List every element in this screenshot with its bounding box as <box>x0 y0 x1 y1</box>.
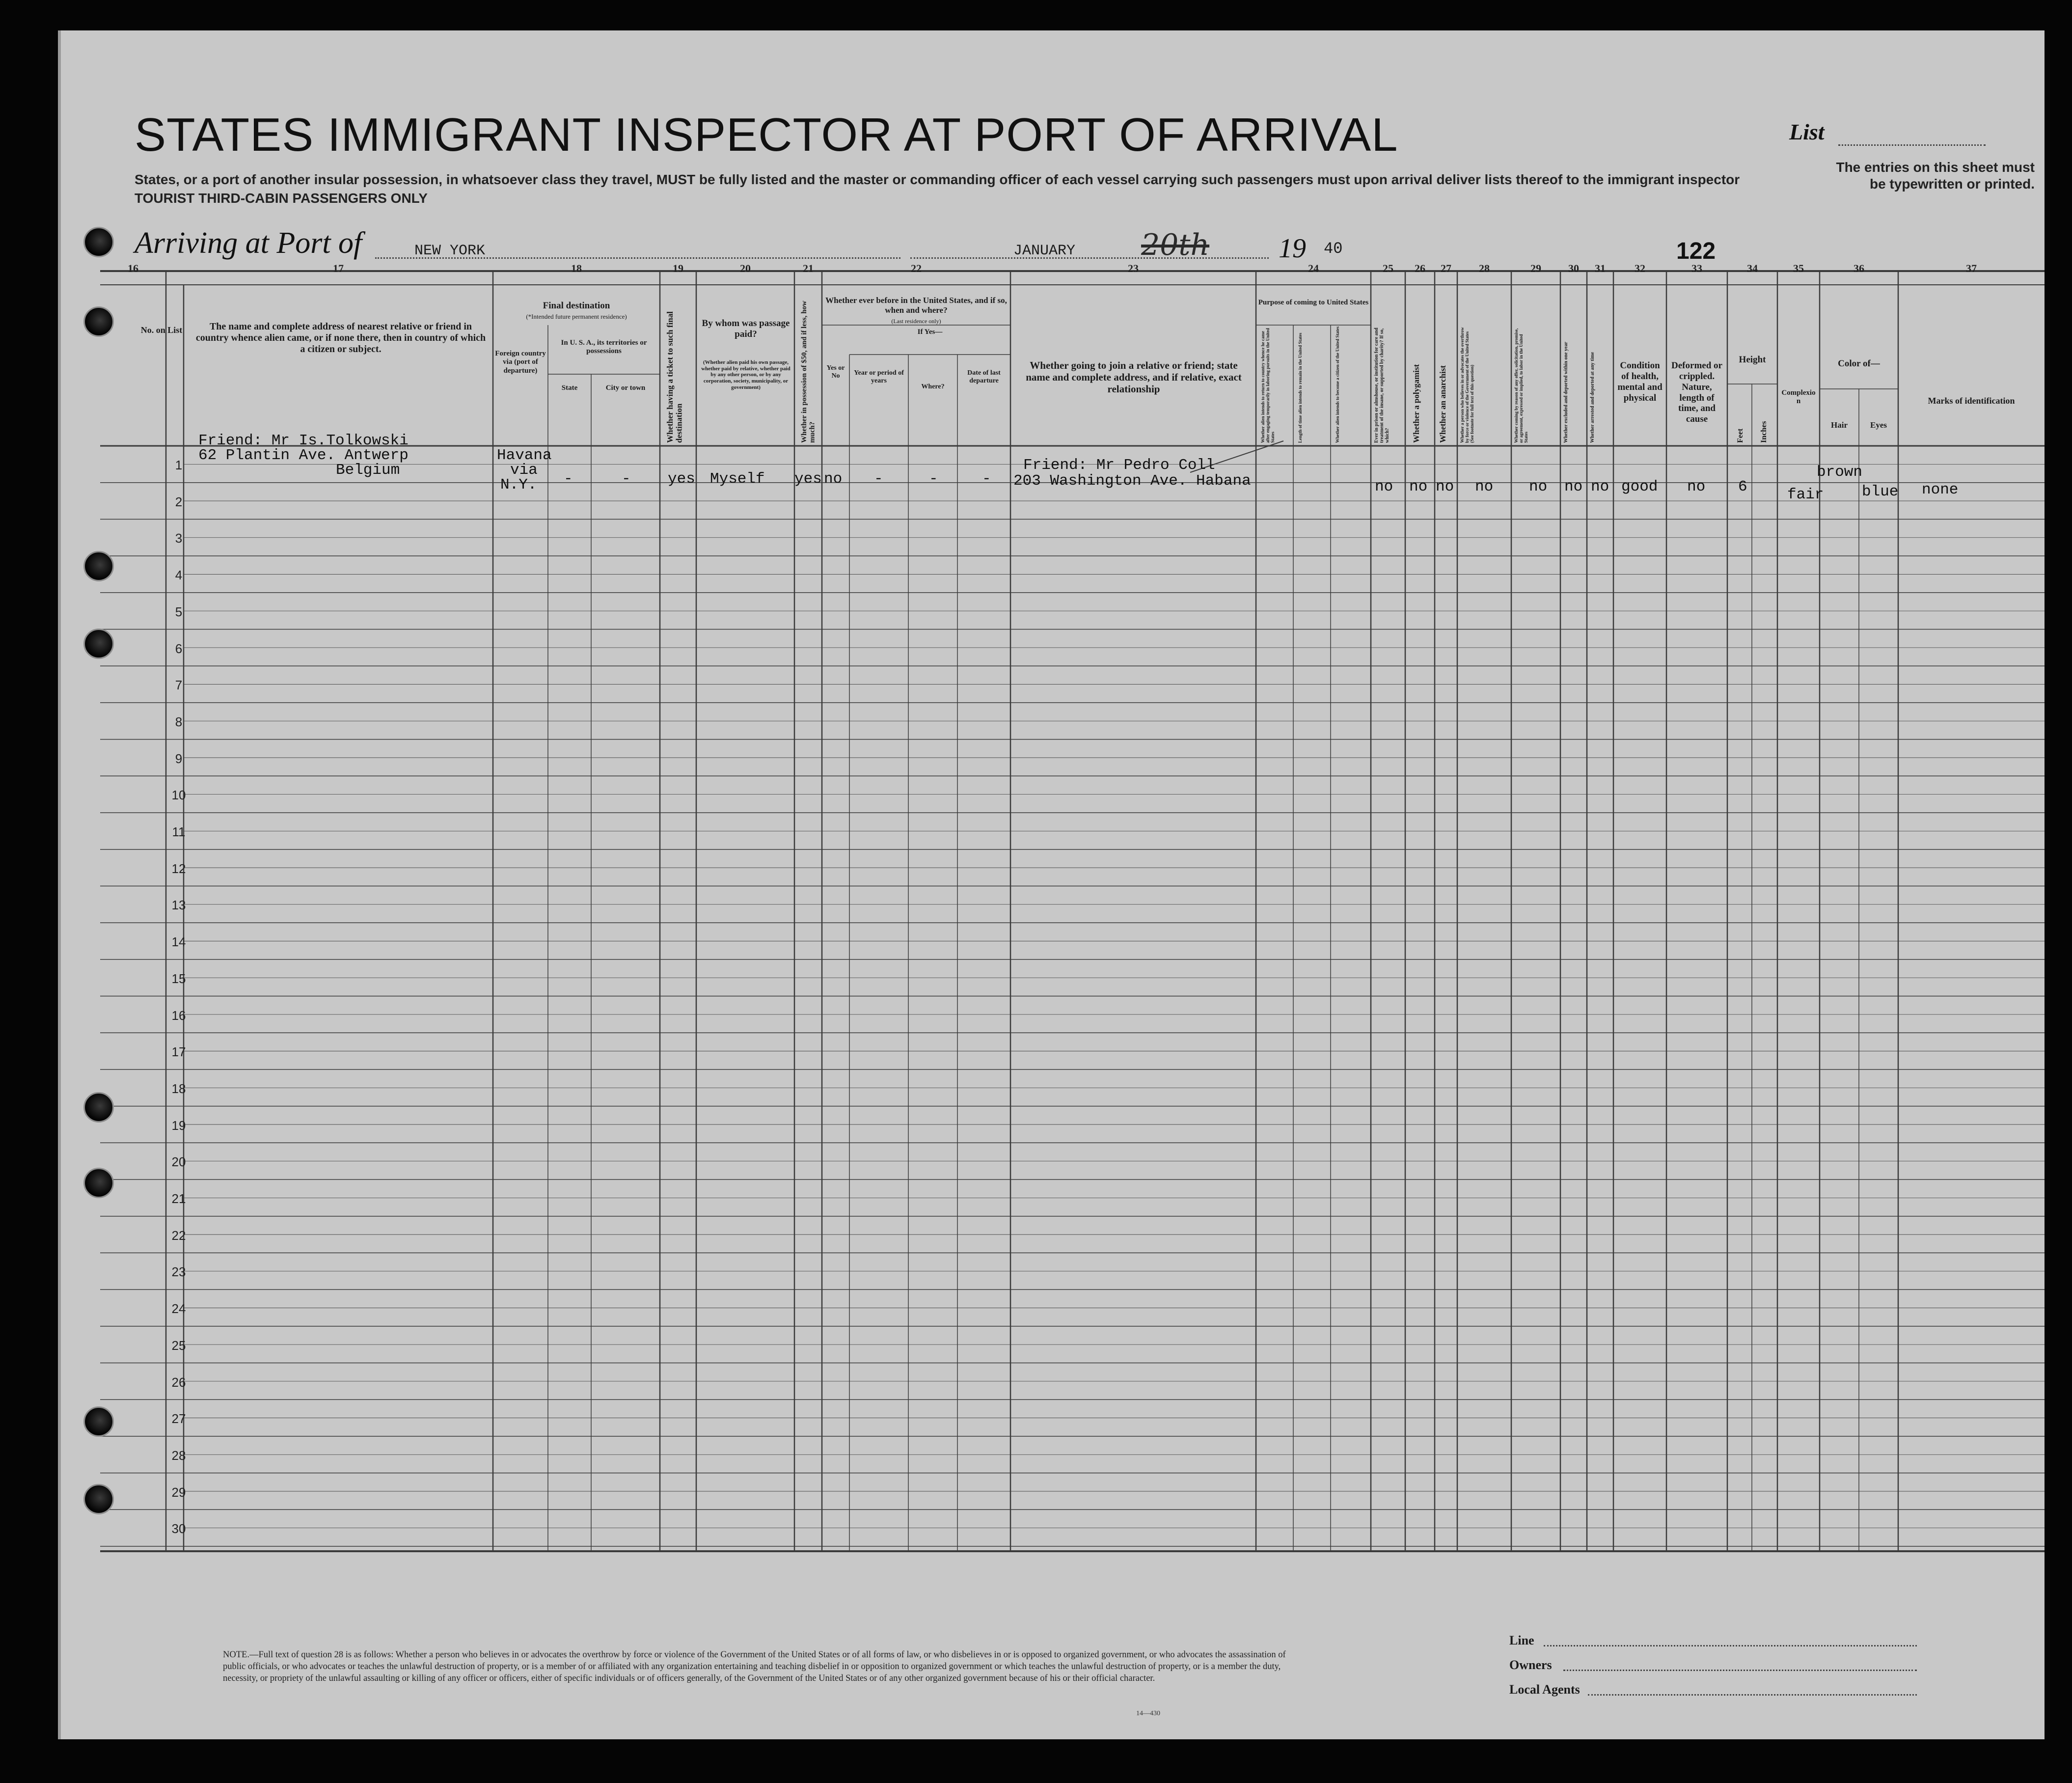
city-value: - <box>622 470 631 488</box>
owners-label: Owners <box>1509 1658 1552 1672</box>
col-16-number: 16 <box>128 262 138 274</box>
col-32-number: 32 <box>1635 262 1645 274</box>
years-value: - <box>874 470 883 488</box>
binder-hole <box>83 1484 114 1514</box>
row-number: 11 <box>172 824 186 839</box>
row-number: 3 <box>175 531 183 546</box>
eyes-value: blue <box>1862 483 1899 500</box>
col-34-inches-header: Inches <box>1760 421 1768 443</box>
day-value: 20th <box>1141 228 1210 262</box>
col-28-header: Whether a person who believes in or advocates the overthrow by force or violence of the Government of the United States (See footnote for full text of this question) <box>1460 327 1474 443</box>
col-22-date-header: Date of last departure <box>967 369 1001 385</box>
col-23-number: 23 <box>1128 262 1139 274</box>
col-21-number: 21 <box>803 262 814 274</box>
passenger-class-label: TOURIST THIRD-CABIN PASSENGERS ONLY <box>135 191 428 206</box>
complexion-value: fair <box>1787 486 1824 503</box>
col-31-header: Whether arrested and deported at any time <box>1590 352 1595 443</box>
before-us-value: no <box>824 470 843 488</box>
year-suffix: 40 <box>1324 240 1343 258</box>
excluded-value: no <box>1564 478 1583 495</box>
col-18-usa-header: In U. S. A., its territories or possessions <box>561 339 647 356</box>
col-28-number: 28 <box>1479 262 1490 274</box>
where-value: - <box>929 470 938 488</box>
foreign-line-1: Havana <box>497 447 552 464</box>
row-number: 14 <box>171 934 186 950</box>
col-27-number: 27 <box>1441 262 1451 274</box>
col-21-header: Whether in possession of $50, and if less, how much? <box>800 301 817 443</box>
col-18-foreign-header: Foreign country via (port of departure) <box>495 350 546 375</box>
row-number: 29 <box>171 1484 186 1500</box>
polygamist-value: no <box>1409 478 1428 495</box>
col-34-feet-header: Feet <box>1736 428 1745 443</box>
anarchist-value: no <box>1436 478 1454 495</box>
row-number: 16 <box>171 1008 186 1023</box>
col-22-where-header: Where? <box>921 383 945 390</box>
col-24-header: Purpose of coming to United States <box>1258 299 1369 306</box>
col-36-hair-header: Hair <box>1831 420 1848 430</box>
manifest-sheet <box>58 30 2045 1739</box>
binder-hole <box>83 1406 114 1437</box>
col-24c-header: Whether alien intends to become a citizen of the United States <box>1335 326 1340 443</box>
sheet-number: 122 <box>1676 238 1716 264</box>
row-number: 9 <box>175 751 183 766</box>
money-value: yes <box>794 470 822 488</box>
row-number: 19 <box>171 1118 186 1133</box>
col-20-number: 20 <box>740 262 751 274</box>
row-number: 8 <box>175 714 183 729</box>
col-24b-header: Length of time alien intends to remain in the United States <box>1298 332 1303 443</box>
binder-hole <box>83 629 114 659</box>
col-35-header: Complexion <box>1781 389 1816 406</box>
col-25-header: Ever in prison or almshouse, or institution for care and treatment of the insane, or supported by charity? If so, which? <box>1374 328 1390 443</box>
col-16-header: No. on List <box>140 325 183 335</box>
col-31-number: 31 <box>1595 262 1606 274</box>
row-number: 18 <box>171 1081 186 1096</box>
col-36-header: Color of— <box>1838 358 1880 369</box>
col-23-header: Whether going to join a relative or friend; state name and complete address, and if relative, exact relationship <box>1026 359 1242 395</box>
col-22-number: 22 <box>911 262 922 274</box>
col-24-number: 24 <box>1308 262 1319 274</box>
col-25-number: 25 <box>1383 262 1393 274</box>
col-29-number: 29 <box>1530 262 1541 274</box>
col-18-subheader: (*Intended future permanent residence) <box>526 313 627 320</box>
arrested-value: no <box>1591 478 1609 495</box>
col-24a-header: Whether alien intends to return to country whence he came after engaging temporarily in laboring pursuits in the United States <box>1260 328 1275 443</box>
height-feet-value: 6 <box>1738 478 1747 495</box>
foreign-line-3: N.Y. <box>500 476 537 494</box>
col-36-number: 36 <box>1854 262 1864 274</box>
year-prefix: 19 <box>1279 233 1306 264</box>
col-30-header: Whether excluded and deported within one year <box>1563 342 1569 443</box>
row-number: 2 <box>175 494 183 509</box>
health-value: good <box>1621 478 1658 495</box>
binder-hole <box>83 227 114 257</box>
owners-field <box>1563 1670 1917 1671</box>
row-number: 26 <box>171 1374 186 1390</box>
page-subtitle: States, or a port of another insular possession, in whatsoever class they travel, MUST be fully listed and the master or commanding officer of each vessel carrying such passengers must upon arrival deliver lists thereof to the immigrant inspector <box>135 172 1740 187</box>
month-value: JANUARY <box>1013 243 1076 259</box>
local-agents-field <box>1588 1694 1917 1696</box>
row-number: 17 <box>171 1044 186 1060</box>
row-number: 13 <box>171 898 186 913</box>
col-18-header: Final destination <box>543 301 610 311</box>
row-number: 6 <box>175 641 183 656</box>
col-22-ifyes-header: If Yes— <box>917 328 943 336</box>
col-30-number: 30 <box>1568 262 1579 274</box>
col-26-number: 26 <box>1415 262 1425 274</box>
port-value: NEW YORK <box>414 243 486 259</box>
hair-value: brown <box>1817 464 1863 481</box>
state-value: - <box>564 470 573 488</box>
offer-value: no <box>1529 478 1548 495</box>
binder-hole <box>83 551 114 581</box>
row-number: 24 <box>171 1301 186 1317</box>
col-22-yesno-header: Yes or No <box>826 364 845 380</box>
binder-hole <box>83 1168 114 1198</box>
row-number: 7 <box>175 678 183 693</box>
row-number: 10 <box>171 788 186 803</box>
prison-value: no <box>1375 478 1393 495</box>
deformed-value: no <box>1687 478 1706 495</box>
entries-note-line1: The entries on this sheet must <box>1836 160 2035 175</box>
local-agents-label: Local Agents <box>1509 1682 1580 1697</box>
overthrow-value: no <box>1475 478 1494 495</box>
col-22-header: Whether ever before in the United States, and if so, when and where? <box>825 296 1007 315</box>
paid-by-value: Myself <box>710 470 765 488</box>
col-37-header: Marks of identification <box>1928 396 2015 406</box>
row-number: 28 <box>171 1448 186 1463</box>
col-34-number: 34 <box>1747 262 1758 274</box>
col-27-header: Whether an anarchist <box>1438 365 1447 443</box>
row-number: 21 <box>171 1191 186 1206</box>
col-34-header: Height <box>1739 355 1766 365</box>
arriving-label: Arriving at Port of <box>135 226 362 260</box>
foreign-line-2: via <box>510 462 538 479</box>
row-number: 15 <box>171 971 186 986</box>
row-number: 5 <box>175 604 183 619</box>
col-20-subheader: (Whether alien paid his own passage, whether paid by relative, whether paid by any other person, or by any corporation, society, municipality, or government) <box>701 359 791 390</box>
date-departure-value: - <box>982 470 991 488</box>
col-18-city-header: City or town <box>605 384 646 392</box>
line-label: Line <box>1509 1633 1534 1647</box>
binder-hole <box>83 306 114 337</box>
col-19-header: Whether having a ticket to such final destination <box>665 311 684 443</box>
col-17-number: 17 <box>333 262 344 274</box>
col-29-header: Whether coming by reason of any offer, solicitation, promise, or agreement, expressed or implied, to labor in the United States <box>1514 328 1528 443</box>
relative-line-1: Friend: Mr Is.Tolkowski <box>198 432 409 449</box>
col-20-header: By whom was passage paid? <box>702 318 790 339</box>
col-36-eyes-header: Eyes <box>1870 420 1887 430</box>
col-33-header: Deformed or crippled. Nature, length of time, and cause <box>1671 360 1722 425</box>
col-19-number: 19 <box>673 262 683 274</box>
col-32-header: Condition of health, mental and physical <box>1617 360 1663 403</box>
col-17-header: The name and complete address of nearest relative or friend in country whence alien came, or if none there, then in country of which a citizen or subject. <box>195 321 486 355</box>
col-37-number: 37 <box>1966 262 1977 274</box>
col-18-state-header: State <box>561 384 578 392</box>
row-number: 20 <box>171 1154 186 1170</box>
col-18-number: 18 <box>571 262 582 274</box>
marks-value: none <box>1922 481 1959 498</box>
col-22-subheader: (Last residence only) <box>891 318 941 325</box>
row-number: 23 <box>171 1264 186 1280</box>
row-number: 22 <box>171 1228 186 1243</box>
form-number: 14—430 <box>1136 1710 1160 1717</box>
row-number: 4 <box>175 568 183 583</box>
manifest-grid <box>61 30 2045 1739</box>
col-22-years-header: Year or period of years <box>854 369 904 385</box>
col-26-header: Whether a polygamist <box>1412 364 1421 443</box>
join-line-2: 203 Washington Ave. Habana <box>1013 472 1251 490</box>
col-35-number: 35 <box>1793 262 1804 274</box>
relative-line-3: Belgium <box>336 462 400 479</box>
row-number: 25 <box>171 1338 186 1353</box>
row-number: 1 <box>175 458 183 472</box>
join-line-1: Friend: Mr Pedro Coll <box>1023 457 1215 474</box>
list-label: List <box>1789 119 1825 144</box>
ticket-value: yes <box>668 470 695 488</box>
row-number: 30 <box>171 1521 186 1536</box>
row-number: 27 <box>171 1411 186 1426</box>
binder-hole <box>83 1092 114 1123</box>
line-field <box>1544 1645 1917 1646</box>
entries-note-line2: be typewritten or printed. <box>1869 176 2035 192</box>
page-title: STATES IMMIGRANT INSPECTOR AT PORT OF ARRIVAL <box>135 109 1398 161</box>
row-number: 12 <box>171 861 186 876</box>
footnote-question-28: NOTE.—Full text of question 28 is as follows: Whether a person who believes in or advocates the overthrow by force or violence of the Government of the United States or of all forms of law, or who disbelieves in or is opposed to organized government, or who advocates the assassination of public officials, or who advocates or teaches the unlawful destruction of property, or is a member of or affiliated with any organization entertaining and teaching disbelief in or opposition to organized government or which teaches the unlawful destruction of property, or is a member the duty, necessity, or propriety of the unlawful assaulting or killing of any officer or officers, either of specific individuals or of officers generally, of the Government of the United States or of any other organized government because of his or their official character. <box>223 1650 1286 1683</box>
relative-line-2: 62 Plantin Ave. Antwerp <box>198 447 409 464</box>
col-33-number: 33 <box>1691 262 1702 274</box>
